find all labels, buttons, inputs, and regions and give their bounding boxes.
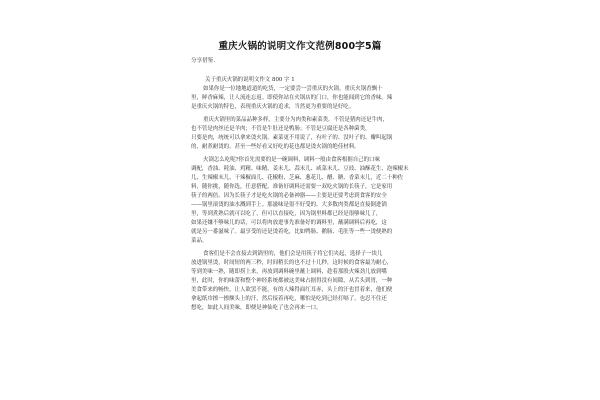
- text-line: 放进锅里烫，时间短的两三秒，时间稍长的也不过十几秒，这时候的食客最为耐心，: [191, 260, 393, 266]
- text-line: ——锅里滚烫的油水溅到手上。那滋味是很不好受的。大多数肉类都是直接倒进锅: [191, 202, 387, 208]
- text-line: 如果你是一位地地道道的吃货，一定要尝一尝重庆的火锅。重庆火锅香飘十: [203, 86, 383, 92]
- text-line: 美食带来的畅快，让人欲罢不能，有的人辣得面红耳赤，头上的汗也冒着来，他们便: [191, 287, 393, 293]
- paragraph-1: [191, 85, 415, 112]
- text-line: 拿起纸巾擦一擦额头上的汗，然后接着再吃，哪怕是吃到已经打嗝了，也忍不住还: [191, 296, 387, 302]
- intro-text: 分享借鉴.: [191, 58, 216, 64]
- paragraph-2: [191, 116, 415, 152]
- text-line: 菜品。: [191, 238, 208, 244]
- text-line: 调配，香油、耗油、鸡精、味精、姜末儿、蒜末儿、咸菜末儿、豆豉、油酥花生、泡辣椒末: [191, 166, 409, 172]
- text-line: 火锅怎么吃呢?你首先需要的是一碗调料，调料一般由食客根据自己的口味: [203, 157, 380, 163]
- text-line: 想吃，如此人间美味，即便是神仙吃了也会再来一口。: [191, 305, 322, 311]
- text-line: 儿、生辣椒末儿、干辣椒面儿、花椒粉、芝麻、葱花儿、醋、糖、香菜末儿，近二十种佐: [191, 175, 404, 181]
- text-line: 也不管是肉丝还是羊肉；不管是牛肚还是鸭肠；不管是豆腐还是各种菌类，: [191, 126, 371, 132]
- text-line: 里，等到煮熟后就可以吃了，但可以直接吃，因为锅里料都已经是很够味儿了，: [191, 211, 382, 217]
- text-line: 里，鲜香麻辣，让人流连忘返。即使你站在火锅店的门口，你也能闻到它的香味。辣: [191, 95, 393, 101]
- text-line: 里，此时，你的味蕾和整个神经系统都被这美味占据得没有间隙，从舌头到胃，一种: [191, 278, 393, 284]
- text-line: 的，耐煮耐烫的，甚至一些好看又好吃的花也都是烫火锅的绝佳材料。: [191, 144, 360, 150]
- text-line: 重庆火锅里的菜品品种多样，主要分为肉类和素菜类。不管是猪肉还是牛肉，: [203, 117, 388, 123]
- article-subtitle: 关于重庆火锅的说明文作文 800 字 1: [205, 77, 295, 83]
- text-line: 筷子的两倍。因为长筷子才是吃火锅的必备神器——主要是还要考虑到食客的安全: [191, 193, 387, 199]
- text-line: 是重庆火锅的特色，表现重庆火锅的追求，当然更为重要的是好吃。: [191, 104, 355, 110]
- paragraph-3: [191, 156, 415, 246]
- text-line: 如果还嫌不够味儿的话，可以将肉放进事先准备好的调料里，蘸满调料后再吃，这: [191, 220, 387, 226]
- text-line: 食客们是不会直接去到锅里的，他们会是用筷子将它们夹起，选择子一块儿: [203, 251, 383, 257]
- text-line: 只要是肉，统统可以拿来烫火锅。素菜更不用说了，有叶子的、没叶子的、瓣叫起锅: [191, 135, 393, 141]
- text-line: 就是另一番滋味了。最享受的还是烫着吃，比如鸭肠、鹅肠、毛肚等一些一烫便熟的: [191, 229, 393, 235]
- paragraph-4: [191, 250, 415, 313]
- document-title: 重庆火锅的说明文作文范例800字5篇: [218, 41, 382, 52]
- text-line: 料，随你挑，随你选，任意搭配。准备好调料还需要一双吃火锅的长筷子，它是家用: [191, 184, 393, 190]
- text-line: 等到美味一熟，随即捞上来，再放到调料碗里蘸上调料，趁着那股火辣劲儿放到嘴: [191, 269, 387, 275]
- document-body: [191, 76, 415, 313]
